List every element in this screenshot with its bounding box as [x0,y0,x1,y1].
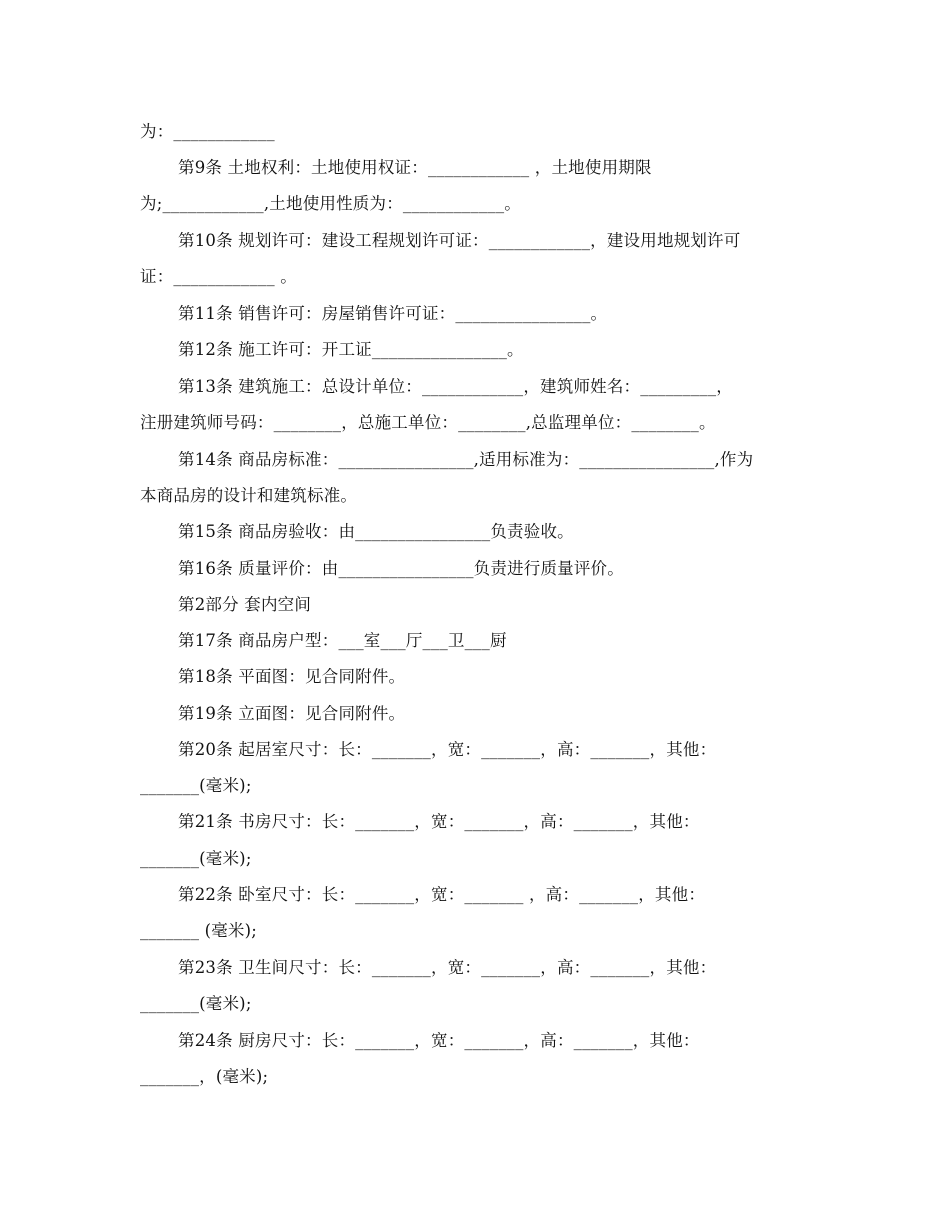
article-11-line: 第11条 销售许可：房屋销售许可证：________________。 [178,304,608,323]
text-line: _______，(毫米); [140,1067,269,1086]
text-line: 注册建筑师号码：________，总施工单位：________,总监理单位：________。 [140,413,716,432]
article-18-line: 第18条 平面图：见合同附件。 [178,667,406,686]
text-line: 本商品房的设计和建筑标准。 [140,486,358,505]
article-16-line: 第16条 质量评价：由________________负责进行质量评价。 [178,559,624,578]
text-line: 证：____________ 。 [140,267,297,286]
article-15-line: 第15条 商品房验收：由________________负责验收。 [178,522,574,541]
article-13-line: 第13条 建筑施工：总设计单位：____________，建筑师姓名：_________， [178,377,733,396]
article-24-line: 第24条 厨房尺寸：长：_______，宽：_______，高：_______，其他： [178,1031,700,1050]
article-10-line: 第10条 规划许可：建设工程规划许可证：____________，建设用地规划许可 [178,231,741,250]
article-19-line: 第19条 立面图：见合同附件。 [178,704,406,723]
text-line: _______(毫米); [140,849,252,868]
article-23-line: 第23条 卫生间尺寸：长：_______，宽：_______，高：_______，其他： [178,958,717,977]
text-line: 为;____________,土地使用性质为：____________。 [140,194,522,213]
article-9-line: 第9条 土地权利：土地使用权证：____________ ，土地使用期限 [178,158,652,177]
text-line: _______ (毫米); [140,921,258,940]
article-14-line: 第14条 商品房标准：________________,适用标准为：________________,作为 [178,450,754,469]
section-heading: 第2部分 套内空间 [178,595,312,614]
article-20-line: 第20条 起居室尺寸：长：_______，宽：_______，高：_______，其他： [178,740,717,759]
article-22-line: 第22条 卧室尺寸：长：_______，宽：_______ ，高：_______，其他： [178,885,706,904]
text-line: _______(毫米); [140,776,252,795]
article-12-line: 第12条 施工许可：开工证________________。 [178,340,524,359]
article-21-line: 第21条 书房尺寸：长：_______，宽：_______，高：_______，其他： [178,812,700,831]
text-line: _______(毫米); [140,994,252,1013]
text-line: 为：____________ [140,122,275,141]
article-17-line: 第17条 商品房户型：___室___厅___卫___厨 [178,631,507,650]
